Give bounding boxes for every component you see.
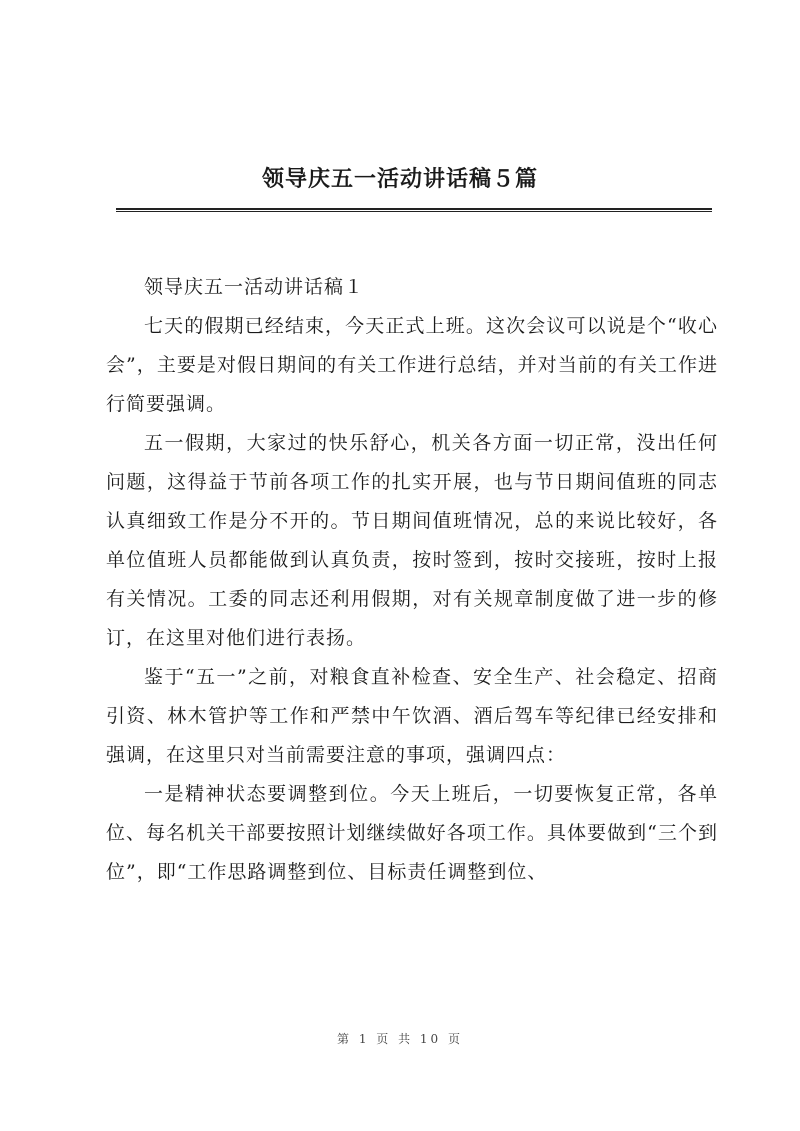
document-title: 领导庆五一活动讲话稿５篇 — [261, 166, 538, 192]
page-number-footer: 第 1 页 共 10 页 — [337, 1032, 463, 1046]
paragraph: 鉴于“五一”之前，对粮食直补检查、安全生产、社会稳定、招商引资、林木管护等工作和严禁中午饮酒、酒后驾车等纪律已经安排和强调，在这里只对当前需要注意的事项，强调四点： — [106, 666, 718, 766]
paragraph: 五一假期，大家过的快乐舒心，机关各方面一切正常，没出任何问题，这得益于节前各项工作的扎实开展，也与节日期间值班的同志认真细致工作是分不开的。节日期间值班情况，总的来说比较好，各单位值班人员都能做到认真负责，按时签到，按时交接班，按时上报有关情况。工委的同志还利用假期，对有关规章制度做了进一步的修订，在这里对他们进行表扬。 — [106, 432, 718, 649]
section-heading: 领导庆五一活动讲话稿１ — [144, 276, 365, 298]
title-divider — [116, 208, 712, 212]
paragraph: 七天的假期已经结束，今天正式上班。这次会议可以说是个“收心会”，主要是对假日期间的有关工作进行总结，并对当前的有关工作进行简要强调。 — [106, 315, 718, 415]
paragraph: 一是精神状态要调整到位。今天上班后，一切要恢复正常，各单位、每名机关干部要按照计划继续做好各项工作。具体要做到“三个到位”，即“工作思路调整到位、目标责任调整到位、 — [106, 783, 718, 883]
document-body — [106, 268, 718, 892]
